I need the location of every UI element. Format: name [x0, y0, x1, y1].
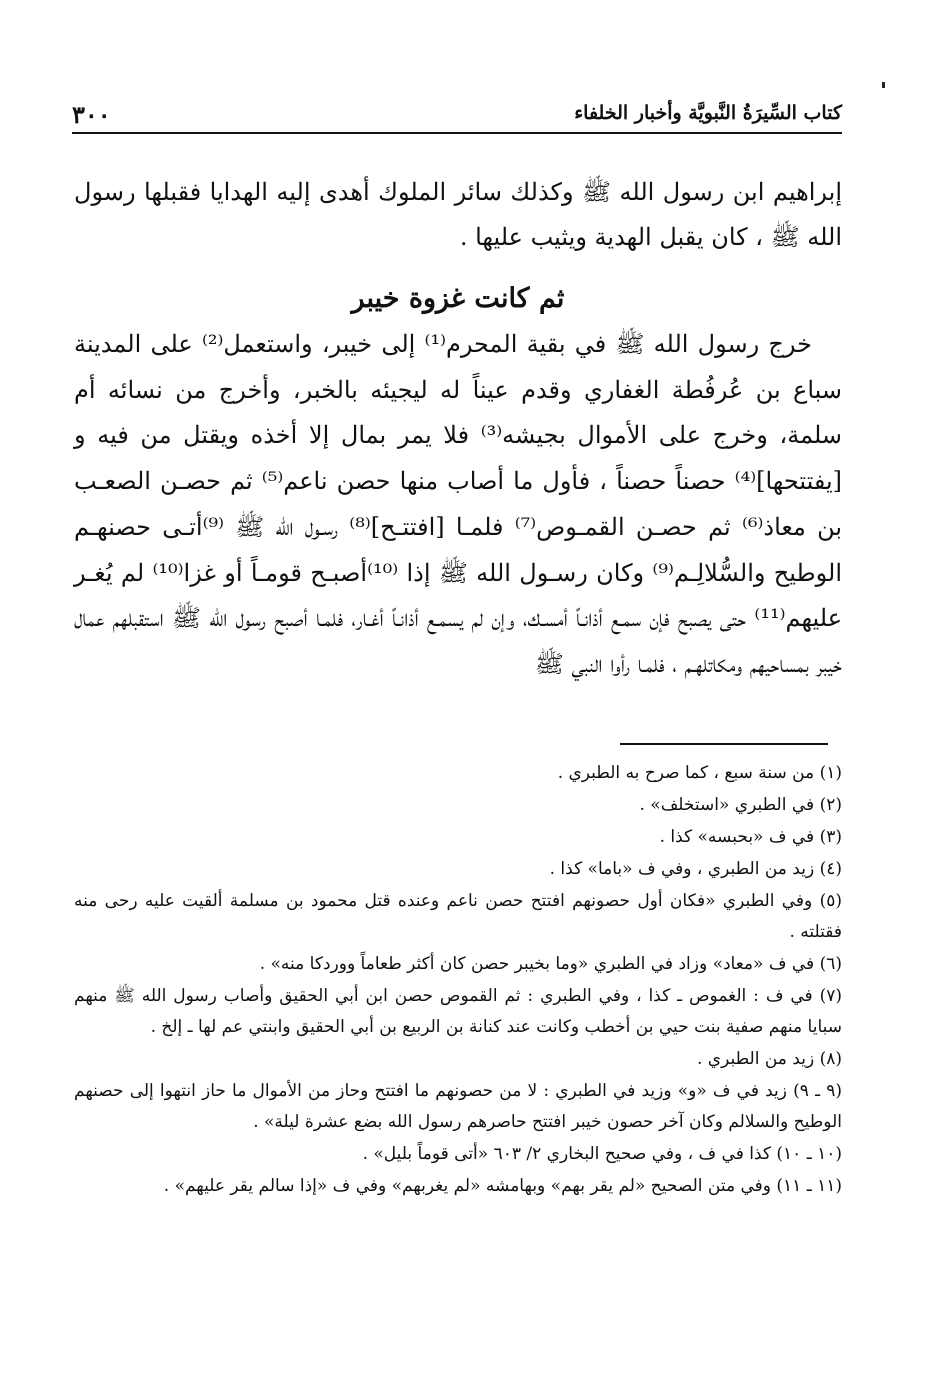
footnote-text: في الطبري «استخلف» . [639, 795, 815, 815]
footnote [74, 949, 842, 980]
footnote-text: كذا في ف ، وفي صحيح البخاري ٢/ ٦٠٣ «أتى قوماً بليل» . [362, 1144, 771, 1164]
footnote-number: (١١ ـ ١١) [776, 1176, 842, 1196]
footnote [74, 758, 842, 789]
header-rule [72, 132, 842, 134]
footnote [74, 1171, 842, 1202]
footnote-text: من سنة سبع ، كما صرح به الطبري . [557, 763, 815, 783]
footnote-number: (٤) [819, 859, 842, 879]
footnote-text: وفي متن الصحيح «لم يقر بهم» وبهامشه «لم يغربهم» وفي ف «إذا سالم يقر عليهم» . [163, 1176, 771, 1196]
footnote-text: وفي الطبري «فكان أول حصونهم افتتح حصن ناعم وعنده قتل محمود بن مسلمة ألقيت عليه رحى منه فقتلته . [74, 891, 842, 942]
footnote-text: زيد من الطبري ، وفي ف «باما» كذا . [549, 859, 815, 879]
footnote-text: في ف «معاد» وزاد في الطبري «وما بخيبر حصن كان أكثر طعاماً ووردكا منه» . [259, 954, 815, 974]
narrative-text: خرج رسول الله ﷺ في بقية المحرم⁽¹⁾ إلى خيبر، واستعمل⁽²⁾ على المدينة سباع بن عُرفُطة الغفاري وقدم عيناً له ليجيئه بالخبر، وأخرج من نسائه أم سلمة، وخرج على الأموال بجيشه⁽³⁾ فلا يمر بمال إلا أخذه ويقتل من فيه و [يفتتحها]⁽⁴⁾ حصناً حصناً ، فأول ما أصاب منها حصن ناعم⁽⁵⁾ ثم حصـن الصعـب بن معاذ⁽⁶⁾ ثم حصـن القمـوص⁽⁷⁾ فلمـا [افتتـح]⁽⁸⁾ رسـول الله ﷺ ⁽⁹⁾أتـى حصنهـم الوطيح والسُّلالِـم⁽⁹⁾ وكان رسـول الله ﷺ إذا ⁽¹⁰⁾أصبـح قومـاً أو غزا⁽¹⁰⁾ لم يُغـر عليهم⁽¹¹⁾ حتى يصبح فإن سمـع أذانـاً أمسـك، وإن لم يسمـع أذانـاً أغـار، فلمـا أصبح رسول الله ﷺ استقبلهم عمال خيبر بمساحيهم ومكاتلهـم ، فلمـا رأوا النبي ﷺ [74, 330, 843, 678]
scan-mark [882, 82, 885, 88]
footnote-number: (٨) [819, 1049, 842, 1069]
footnote [74, 854, 842, 885]
footnote-number: (٦) [819, 954, 842, 974]
page-header [72, 100, 842, 134]
footnote-number: (٩ ـ ٩) [793, 1081, 843, 1101]
footnote [74, 886, 842, 948]
intro-paragraph [74, 170, 842, 260]
footnote [74, 1044, 842, 1075]
footnote [74, 822, 842, 853]
footnote-text: زيد من الطبري . [696, 1049, 815, 1069]
footnote-number: (٥) [819, 891, 842, 911]
narrative-paragraph [74, 322, 842, 688]
footnote-text: في ف «بحبسه» كذا . [659, 827, 815, 847]
footnote-text: زيد في ف «و» وزيد في الطبري : لا من حصونهم ما افتتح وحاز من الأموال ما حاز انتهوا إلى حصنهم الوطيح والسلالم وكان آخر حصون خيبر افتتح حاصرهم رسول الله بضع عشرة ليلة» . [74, 1081, 842, 1132]
section-heading: ثم كانت غزوة خيبر [351, 283, 565, 314]
page-number: ٣٠٠ [72, 100, 111, 129]
footnote [74, 1076, 842, 1138]
footnote-number: (١) [819, 763, 842, 783]
footnote [74, 981, 842, 1043]
footnote-text: في ف : الغموص ـ كذا ، وفي الطبري : ثم القموص حصن ابن أبي الحقيق وأصاب رسول الله ﷺ منهم سبايا منهم صفية بنت حيي بن أخطب وكانت عند كنانة بن الربيع بن أبي الحقيق وابنتي عم لها ـ إلخ . [74, 986, 842, 1037]
intro-text: إبراهيم ابن رسول الله ﷺ وكذلك سائر الملوك أهدى إليه الهدايا فقبلها رسول الله ﷺ ، كان يقبل الهدية ويثيب عليها . [74, 178, 842, 251]
footnote [74, 790, 842, 821]
footnote-number: (٧) [819, 986, 842, 1006]
footnote [74, 1139, 842, 1170]
footnote-separator [620, 743, 828, 745]
running-title: كتاب السِّيرَةُ النَّبويَّة وأخبار الخلفاء [574, 102, 842, 124]
footnote-number: (١٠ ـ ١٠) [776, 1144, 842, 1164]
footnote-number: (٣) [819, 827, 842, 847]
footnotes-list [74, 758, 842, 1203]
footnote-number: (٢) [819, 795, 842, 815]
